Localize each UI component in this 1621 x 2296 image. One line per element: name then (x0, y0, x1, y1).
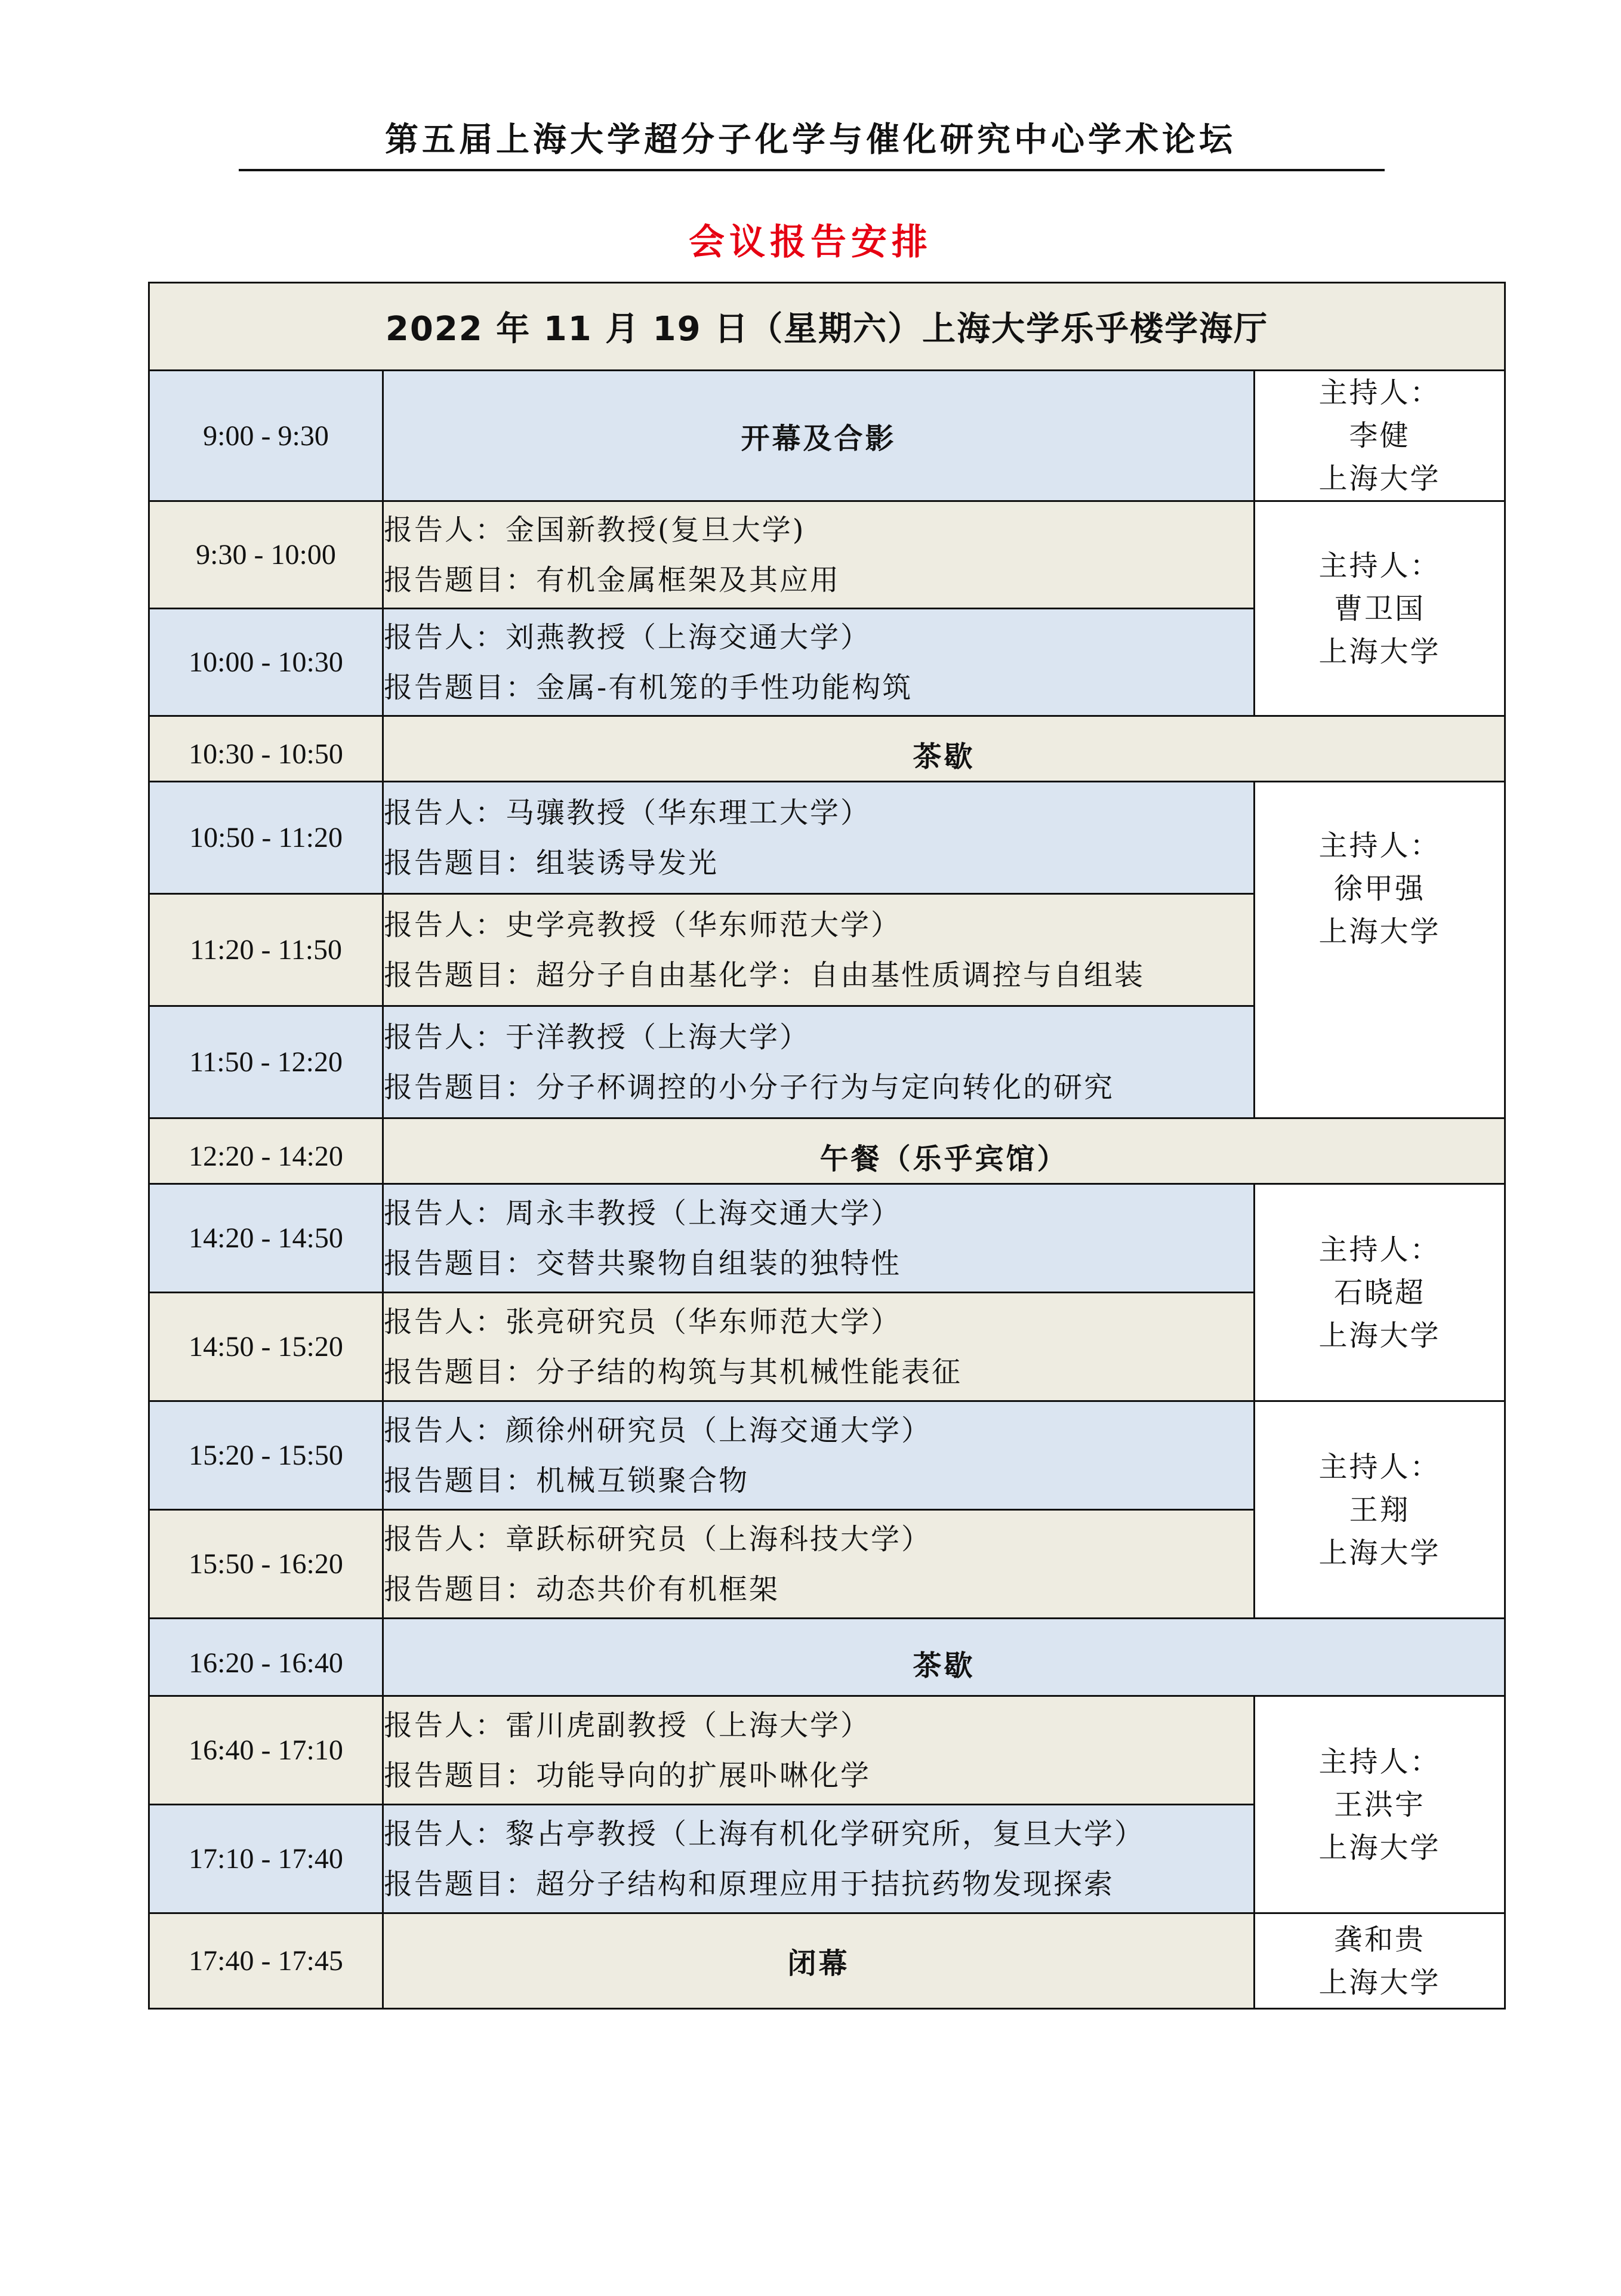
event-cell: 午餐（乐乎宾馆） (383, 1118, 1505, 1184)
time-cell: 12:20 - 14:20 (149, 1118, 383, 1184)
schedule-row-break (149, 1118, 1505, 1184)
time-cell: 10:50 - 11:20 (149, 782, 383, 894)
talk-cell (383, 1401, 1255, 1510)
speaker-line: 报告人：雷川虎副教授（上海大学） (384, 1708, 871, 1742)
topic-line: 报告题目：交替共聚物自组装的独特性 (384, 1246, 902, 1280)
event-cell: 开幕及合影 (383, 371, 1255, 501)
host-cell (1255, 1401, 1505, 1619)
speaker-line: 报告人：张亮研究员（华东师范大学） (384, 1305, 902, 1339)
host-label: 主持人： (1318, 1232, 1441, 1266)
host-name: 龚和贵 (1334, 1922, 1426, 1956)
host-affiliation: 上海大学 (1318, 462, 1441, 495)
time-cell: 16:20 - 16:40 (149, 1619, 383, 1696)
day-header-row (149, 283, 1505, 371)
host-name: 李健 (1349, 419, 1410, 452)
topic-line: 报告题目：超分子自由基化学：自由基性质调控与自组装 (384, 958, 1145, 992)
talk-cell (383, 894, 1255, 1006)
host-name: 徐甲强 (1334, 872, 1426, 905)
talk-cell (383, 1510, 1255, 1619)
speaker-line: 报告人：马骧教授（华东理工大学） (384, 796, 871, 830)
host-label: 主持人： (1318, 548, 1441, 583)
day-header: 2022 年 11 月 19 日（星期六）上海大学乐乎楼学海厅 (149, 283, 1505, 371)
topic-line: 报告题目：动态共价有机框架 (384, 1572, 780, 1606)
host-label: 主持人： (1318, 1745, 1441, 1779)
time-cell: 14:50 - 15:20 (149, 1293, 383, 1401)
schedule-table (148, 282, 1506, 2010)
schedule-row-opening (149, 371, 1505, 501)
event-cell: 闭幕 (383, 1913, 1255, 2009)
time-cell: 14:20 - 14:50 (149, 1184, 383, 1293)
speaker-line: 报告人：于洋教授（上海大学） (384, 1020, 810, 1054)
schedule-row-break (149, 1619, 1505, 1696)
time-cell: 11:20 - 11:50 (149, 894, 383, 1006)
speaker-line: 报告人：刘燕教授（上海交通大学） (384, 620, 871, 654)
topic-line: 报告题目：金属-有机笼的手性功能构筑 (384, 670, 913, 704)
host-affiliation: 上海大学 (1318, 1965, 1441, 1999)
host-cell (1255, 371, 1505, 501)
event-cell: 茶歇 (383, 716, 1505, 782)
speaker-line: 报告人：史学亮教授（华东师范大学） (384, 908, 902, 942)
time-cell: 16:40 - 17:10 (149, 1696, 383, 1805)
topic-line: 报告题目：超分子结构和原理应用于拮抗药物发现探索 (384, 1867, 1115, 1901)
schedule-row-closing (149, 1913, 1505, 2009)
host-cell (1255, 1184, 1505, 1401)
host-label: 主持人： (1318, 829, 1441, 862)
host-label: 主持人： (1318, 376, 1441, 409)
host-cell (1255, 1913, 1505, 2009)
topic-line: 报告题目：功能导向的扩展卟啉化学 (384, 1758, 871, 1792)
talk-cell (383, 501, 1255, 609)
schedule-row-talk (149, 1184, 1505, 1293)
talk-cell (383, 1696, 1255, 1805)
time-cell: 17:40 - 17:45 (149, 1913, 383, 2009)
speaker-line: 报告人：周永丰教授（上海交通大学） (384, 1196, 902, 1230)
host-cell (1255, 782, 1505, 1118)
topic-line: 报告题目：机械互锁聚合物 (384, 1463, 750, 1497)
time-cell: 17:10 - 17:40 (149, 1805, 383, 1913)
host-cell (1255, 501, 1505, 716)
talk-cell (383, 609, 1255, 716)
host-affiliation: 上海大学 (1318, 1536, 1441, 1570)
talk-cell (383, 1805, 1255, 1913)
host-affiliation: 上海大学 (1318, 634, 1441, 668)
section-title: 会议报告安排 (689, 221, 932, 263)
talk-cell (383, 1006, 1255, 1118)
host-name: 曹卫国 (1334, 591, 1426, 625)
speaker-line: 报告人：章跃标研究员（上海科技大学） (384, 1522, 932, 1556)
talk-cell (383, 1184, 1255, 1293)
time-cell: 15:20 - 15:50 (149, 1401, 383, 1510)
host-label: 主持人： (1318, 1450, 1441, 1484)
time-cell: 10:00 - 10:30 (149, 609, 383, 716)
title-underline (239, 169, 1385, 171)
document-title: 第五届上海大学超分子化学与催化研究中心学术论坛 (385, 121, 1236, 159)
time-cell: 15:50 - 16:20 (149, 1510, 383, 1619)
topic-line: 报告题目：组装诱导发光 (384, 846, 719, 880)
topic-line: 报告题目：分子杯调控的小分子行为与定向转化的研究 (384, 1070, 1115, 1104)
time-cell: 9:00 - 9:30 (149, 371, 383, 501)
schedule-row-break (149, 716, 1505, 782)
topic-line: 报告题目：分子结的构筑与其机械性能表征 (384, 1355, 963, 1389)
host-cell (1255, 1696, 1505, 1913)
schedule-row-talk (149, 1401, 1505, 1510)
host-name: 王洪宇 (1334, 1788, 1426, 1822)
host-name: 石晓超 (1334, 1275, 1426, 1309)
speaker-line: 报告人：黎占亭教授（上海有机化学研究所，复旦大学） (384, 1817, 1145, 1851)
schedule-row-talk (149, 1696, 1505, 1805)
host-affiliation: 上海大学 (1318, 1830, 1441, 1864)
schedule-row-talk (149, 501, 1505, 609)
host-name: 王翔 (1349, 1493, 1410, 1527)
time-cell: 10:30 - 10:50 (149, 716, 383, 782)
host-affiliation: 上海大学 (1318, 915, 1441, 948)
time-cell: 11:50 - 12:20 (149, 1006, 383, 1118)
topic-line: 报告题目：有机金属框架及其应用 (384, 563, 841, 597)
time-cell: 9:30 - 10:00 (149, 501, 383, 609)
talk-cell (383, 1293, 1255, 1401)
event-cell: 茶歇 (383, 1619, 1505, 1696)
talk-cell (383, 782, 1255, 894)
schedule-row-talk (149, 782, 1505, 894)
speaker-line: 报告人：颜徐州研究员（上海交通大学） (384, 1413, 932, 1447)
speaker-line: 报告人：金国新教授(复旦大学) (384, 513, 806, 547)
host-affiliation: 上海大学 (1318, 1318, 1441, 1352)
